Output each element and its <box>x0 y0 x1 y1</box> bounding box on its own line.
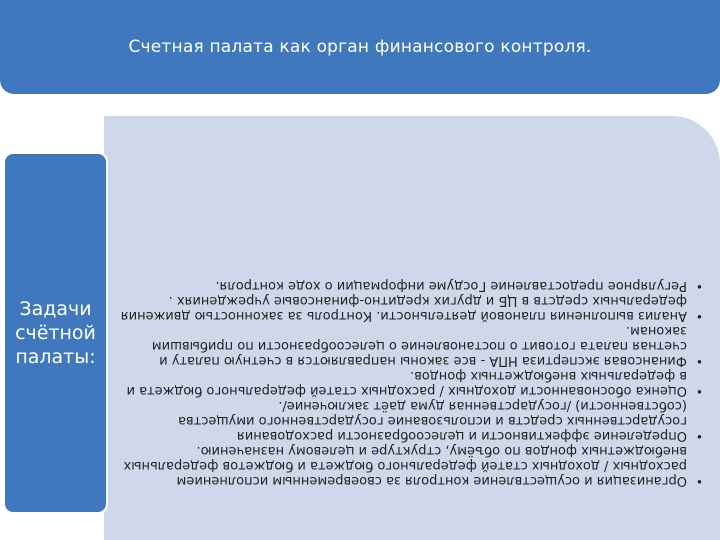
bullet-icon: • <box>695 429 703 443</box>
tasks-content <box>104 116 720 540</box>
list-item <box>118 323 704 368</box>
bullet-icon: • <box>695 384 703 398</box>
list-item-text: Финансовая экспертиза НПА - все законы направляются в счетную палату и счетная палата готовит о постановление о целесообразности по прибывшим законам. <box>151 323 687 368</box>
list-item-text: Оценка обоснованности доходных / расходных статей федерального бюджета и в федеральных внебюджетных фондов. <box>126 368 687 398</box>
title-bar <box>0 0 720 94</box>
bullet-icon: • <box>695 309 703 323</box>
list-item <box>118 278 704 293</box>
list-item <box>118 443 704 488</box>
list-item <box>118 398 704 443</box>
tasks-label: Задачи счётной палаты: <box>15 297 96 369</box>
bullet-icon: • <box>695 354 703 368</box>
list-item-text: Анализ выполнения плановой деятельности. Контроль за законностью движения федеральных средств в ЦБ и других кредитно-финансовые учреждениях . <box>120 293 687 323</box>
task-list <box>104 258 720 540</box>
tasks-label-box <box>3 152 108 514</box>
bullet-icon: • <box>695 279 703 293</box>
list-item-text: Организация и осуществление контроля за своевременным исполнением расходных / доходных статей федерального бюджета и бюджетов федеральных внебюджетных фондов по объёму, структуре и целевому назначению. <box>123 443 687 488</box>
slide-title: Счетная палата как орган финансового контроля. <box>128 37 592 57</box>
list-item-text: Регулярное предоставление Госдуме информации о ходе контроля. <box>215 278 687 293</box>
list-item <box>118 293 704 323</box>
list-item-text: Определение эффективности и целесообразности расходования государственных средств и использование государственного имущества (собственности) /государственная дума даёт заключение/. <box>178 398 687 443</box>
list-item <box>118 368 704 398</box>
bullet-icon: • <box>695 474 703 488</box>
